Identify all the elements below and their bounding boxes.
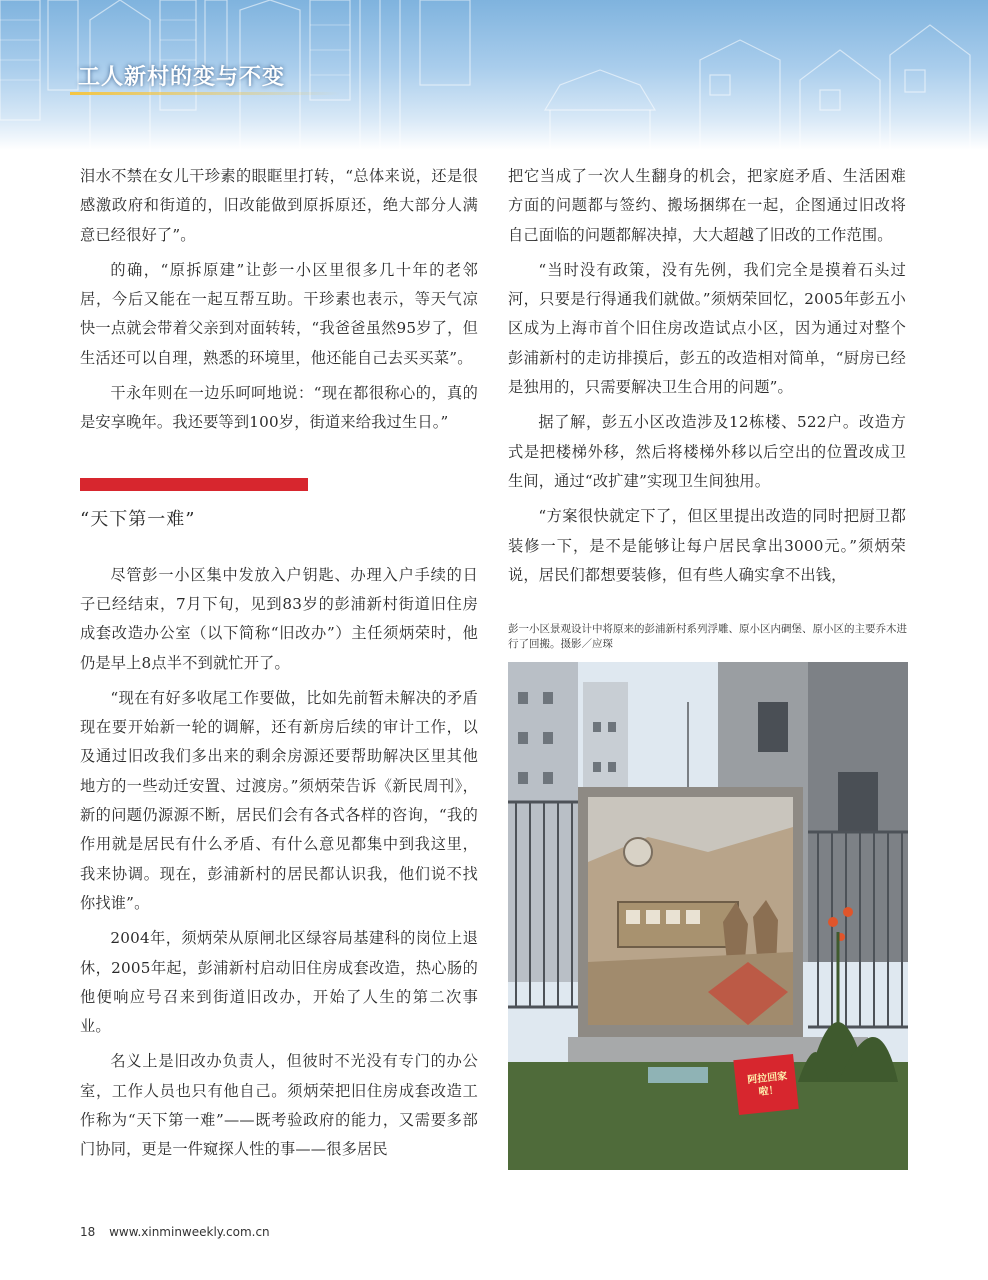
page-footer [80, 1225, 270, 1239]
header-banner [0, 0, 988, 150]
subheading: “天下第一难” [80, 508, 196, 530]
page-number: 18 [80, 1225, 96, 1239]
left-column [80, 162, 478, 1171]
paragraph: “方案很快就定下了，但区里提出改造的同时把厨卫都装修一下，是不是能够让每户居民拿出3000元。”须炳荣说，居民们都想要装修，但有些人确实拿不出钱， [508, 507, 906, 584]
subhead-red-bar [80, 478, 308, 491]
paragraph: “当时没有政策，没有先例，我们完全是摸着石头过河，只要是行得通我们就做。”须炳荣回忆，2005年彭五小区成为上海市首个旧住房改造试点小区，因为通过对整个彭浦新村的走访排摸后，彭五的改造相对简单，“厨房已经是独用的，只需要解决卫生合用的问题”。 [508, 260, 906, 397]
paragraph: 尽管彭一小区集中发放入户钥匙、办理入户手续的日子已经结束，7月下旬，见到83岁的彭浦新村街道旧住房成套改造办公室（以下简称“旧改办”）主任须炳荣时，他仍是早上8点半不到就忙开了。 [80, 565, 478, 672]
section-title: 工人新村的变与不变 [78, 65, 286, 90]
title-underline [70, 92, 340, 95]
paragraph: “现在有好多收尾工作要做，比如先前暂未解决的矛盾现在要开始新一轮的调解，还有新房后续的审计工作，以及通过旧改我们多出来的剩余房源还要帮助解决区里其他地方的一些动迁安置、过渡房。”须炳荣告诉《新民周刊》，新的问题仍源源不断，居民们会有各式各样的咨询，“我的作用就是居民有什么矛盾、有什么意见都集中到我这里，我来协调。现在，彭浦新村的居民都认识我，他们说不找你找谁”。 [80, 688, 478, 912]
paragraph: 干永年则在一边乐呵呵地说：“现在都很称心的，真的是安享晚年。我还要等到100岁，街道来给我过生日。” [80, 384, 478, 432]
relief-photo [508, 662, 908, 1170]
welcome-sign-text: 阿拉回家啦！ [746, 1070, 788, 1098]
site-url: www.xinminweekly.com.cn [109, 1225, 270, 1239]
paragraph: 2004年，须炳荣从原闸北区绿容局基建科的岗位上退休，2005年起，彭浦新村启动旧住房成套改造，热心肠的他便响应号召来到街道旧改办，开始了人生的第二次事业。 [80, 929, 478, 1036]
right-column [508, 162, 906, 596]
paragraph: 泪水不禁在女儿干珍素的眼眶里打转，“总体来说，还是很感激政府和街道的，旧改能做到原拆原还，绝大部分人满意已经很好了”。 [80, 167, 478, 244]
paragraph: 据了解，彭五小区改造涉及12栋楼、522户。改造方式是把楼梯外移，然后将楼梯外移以后空出的位置改成卫生间，通过“改扩建”实现卫生间独用。 [508, 413, 906, 490]
paragraph: 名义上是旧改办负责人，但彼时不光没有专门的办公室，工作人员也只有他自己。须炳荣把旧住房成套改造工作称为“天下第一难”——既考验政府的能力，又需要多部门协同，更是一件窥探人性的事——很多居民 [80, 1052, 478, 1159]
photo-caption: 彭一小区景观设计中将原来的彭浦新村系列浮雕、原小区内碉堡、原小区的主要乔木进行了回搬。摄影／应琛 [508, 623, 907, 650]
paragraph: 把它当成了一次人生翻身的机会，把家庭矛盾、生活困难方面的问题都与签约、搬场捆绑在一起，企图通过旧改将自己面临的问题都解决掉，大大超越了旧改的工作范围。 [508, 167, 906, 244]
paragraph: 的确，“原拆原建”让彭一小区里很多几十年的老邻居，今后又能在一起互帮互助。干珍素也表示，等天气凉快一点就会带着父亲到对面转转，“我爸爸虽然95岁了，但生活还可以自理，熟悉的环境里，他还能自己去买买菜”。 [80, 260, 478, 367]
